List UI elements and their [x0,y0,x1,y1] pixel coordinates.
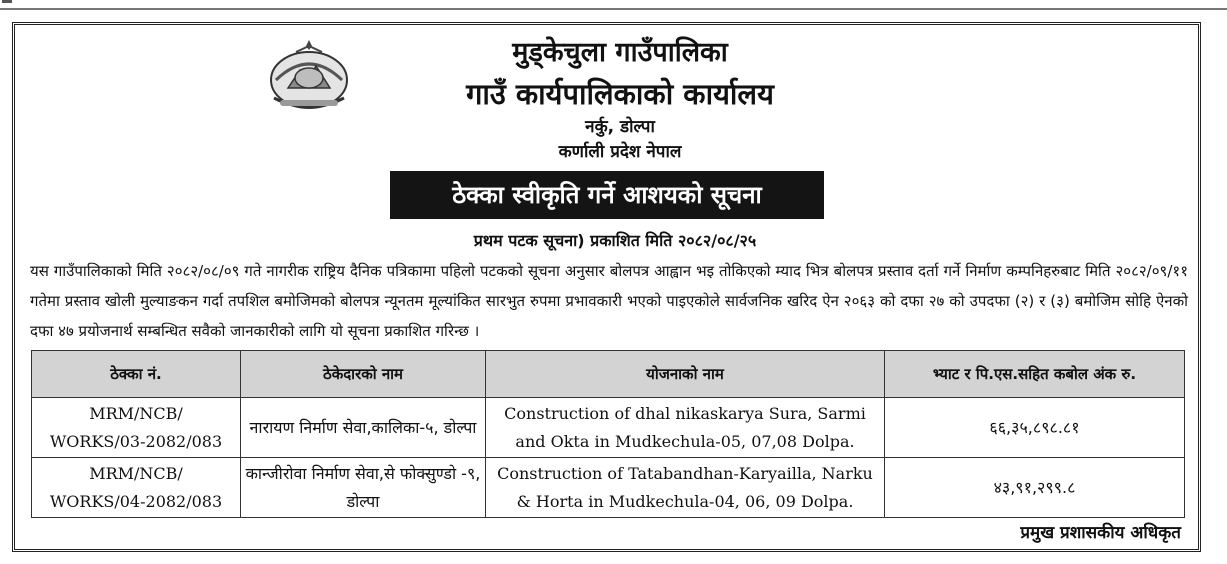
signature-title: प्रमुख प्रशासकीय अधिकृत [1020,523,1181,543]
nepal-emblem-icon [266,40,352,114]
office-address: नर्कु, डोल्पा [585,117,655,137]
project-cell: Construction of Tatabandhan-Karyailla, Narku & Horta in Mudkechula-04, 06, 09 Dolpa. [486,458,885,518]
header-contract-no: ठेक्का नं. [32,351,241,398]
award-table [31,350,1185,518]
header-amount: भ्याट र पि.एस.सहित कबोल अंक रु. [885,351,1185,398]
header-contractor: ठेकेदारको नाम [241,351,486,398]
notice-body: यस गाउँपालिकाको मिति २०८२/०८/०९ गते नागरीक राष्ट्रिय दैनिक पत्रिकामा पहिलो पटकको सूचना अनुसार बोलपत्र आह्वान भइ तोकिएको म्याद भित्र बोलपत्र प्रस्ताव दर्ता गर्ने निर्माण कम्पनिहरुबाट मिति २०८२/०९/११ गतेमा प्रस्ताव खोली मुल्याङकन गर्दा तपशिल बमोजिमको बोलपत्र न्यूनतम मूल्यांकित सारभुत रुपमा प्रभावकारी भएको पाइएकोले सार्वजनिक खरिद ऐन २०६३ को दफा २७ को उपदफा (२) र (३) बमोजिम सोहि ऐनको दफा ४७ प्रयोजनार्थ सम्बन्धित सवैको जानकारीको लागि यो सूचना प्रकाशित गरिन्छ । [30,262,1188,340]
notice-subtitle: प्रथम पटक सूचना) प्रकाशित मिति २०८२/०८/२५ [473,231,757,250]
province-name: कर्णाली प्रदेश नेपाल [558,142,682,162]
top-rule [0,8,1227,10]
contractor-cell: कान्जीरोवा निर्माण सेवा,से फोक्सुण्डो -९, डोल्पा [241,458,486,518]
contractor-cell: नारायण निर्माण सेवा,कालिका-५, डोल्पा [241,398,486,458]
contract-no-line1: MRM/NCB/ [89,463,183,483]
contract-no-line2: WORKS/04-2082/083 [49,491,223,511]
amount-cell: ४३,९१,२९९.८ [885,458,1185,518]
corner-mark [2,0,12,3]
contract-no-cell [32,458,241,518]
table-row [32,398,1185,458]
contract-no-line2: WORKS/03-2082/083 [49,431,223,451]
notice-title: ठेक्का स्वीकृति गर्ने आशयको सूचना [390,171,824,219]
office-name: गाउँ कार्यपालिकाको कार्यालय [466,77,774,111]
contract-no-line1: MRM/NCB/ [89,403,183,423]
table-header-row [32,351,1185,398]
contract-no-cell [32,398,241,458]
municipality-name: मुड्केचुला गाउँपालिका [512,37,728,68]
header-project: योजनाको नाम [486,351,885,398]
project-cell: Construction of dhal nikaskarya Sura, Sarmi and Okta in Mudkechula-05, 07,08 Dolpa. [486,398,885,458]
table-row [32,458,1185,518]
amount-cell: ६६,३५,८९८.८१ [885,398,1185,458]
